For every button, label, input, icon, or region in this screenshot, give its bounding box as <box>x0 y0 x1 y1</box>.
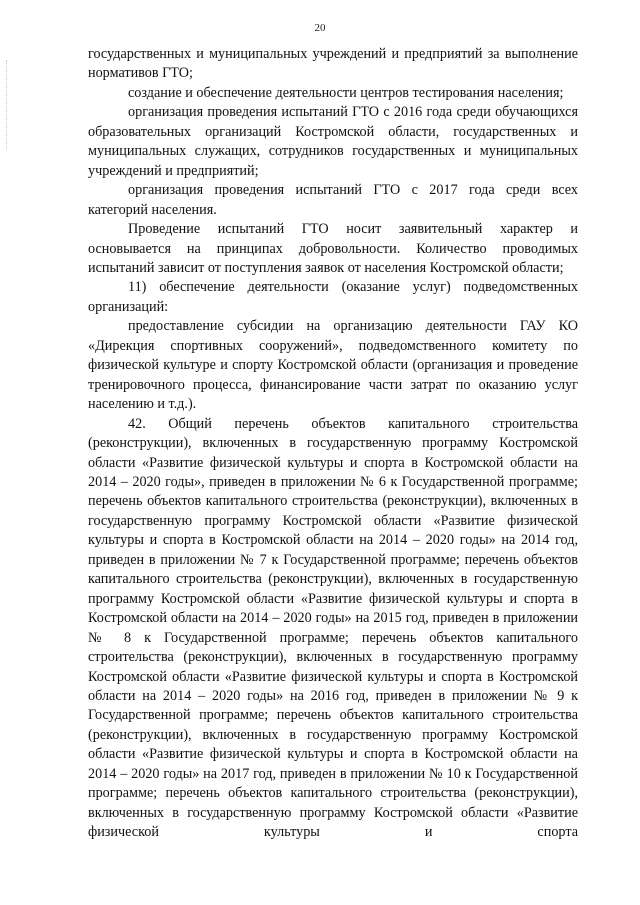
paragraph-gto-voluntary: Проведение испытаний ГТО носит заявительный характер и основывается на принципах добровольности. Количество проводимых испытаний зависит от поступления заявок от населения Костромской области; <box>88 221 578 276</box>
paragraph-42: 42. Общий перечень объектов капитального строительства (реконструкции), включенных в государственную программу Костромской области «Развитие физической культуры и спорта в Костромской области на 2014 – 2020 годы», приведен в приложении № 6 к Государственной программе; перечень объектов капитального строительства (реконструкции), включенных в государственную программу Костромской области «Развитие физической культуры и спорта в Костромской области на 2014 – 2020 годы» на 2014 год, приведен в приложении № 7 к Государственной программе; перечень объектов капитального строительства (реконструкции), включенных в государственную программу Костромской области «Развитие физической культуры и спорта в Костромской области на 2014 – 2020 годы» на 2015 год, приведен в приложении № 8 к Государственной программе; перечень объектов капитального строительства (реконструкции), включенных в государственную программу Костромской области «Развитие физической культуры и спорта в Костромской области на 2014 – 2020 годы» на 2016 год, приведен в приложении № 9 к Государственной программе; перечень объектов капитального строительства (реконструкции), включенных в государственную программу Костромской области «Развитие физической культуры и спорта в Костромской области на 2014 – 2020 годы» на 2017 год, приведен в приложении № 10 к Государственной программе; перечень объектов капитального строительства (реконструкции), включенных в государственную программу Костромской области «Развитие физической культуры и спорта <box>88 415 578 841</box>
paragraph-gto-2016: организация проведения испытаний ГТО с 2016 года среди обучающихся образовательных организаций Костромской области, государственных и муниципальных служащих, сотрудников государственных и муниципальных учреждений и предприятий; <box>88 104 578 179</box>
paragraph-item-11: 11) обеспечение деятельности (оказание услуг) подведомственных организаций: <box>88 279 578 315</box>
page-number: 20 <box>314 22 326 34</box>
margin-scan-marks <box>6 60 8 150</box>
document-body <box>88 45 578 843</box>
paragraph-gto-2017: организация проведения испытаний ГТО с 2017 года среди всех категорий населения. <box>88 182 578 218</box>
paragraph-continuation: государственных и муниципальных учреждений и предприятий за выполнение нормативов ГТО; <box>88 46 578 82</box>
paragraph-testing-centers: создание и обеспечение деятельности центров тестирования населения; <box>128 84 564 101</box>
paragraph-subsidy: предоставление субсидии на организацию деятельности ГАУ КО «Дирекция спортивных сооружений», подведомственного комитету по физической культуре и спорту Костромской области (организация и проведение тренировочного процесса, финансирование части затрат по оказанию услуг населению и т.д.). <box>88 318 578 413</box>
